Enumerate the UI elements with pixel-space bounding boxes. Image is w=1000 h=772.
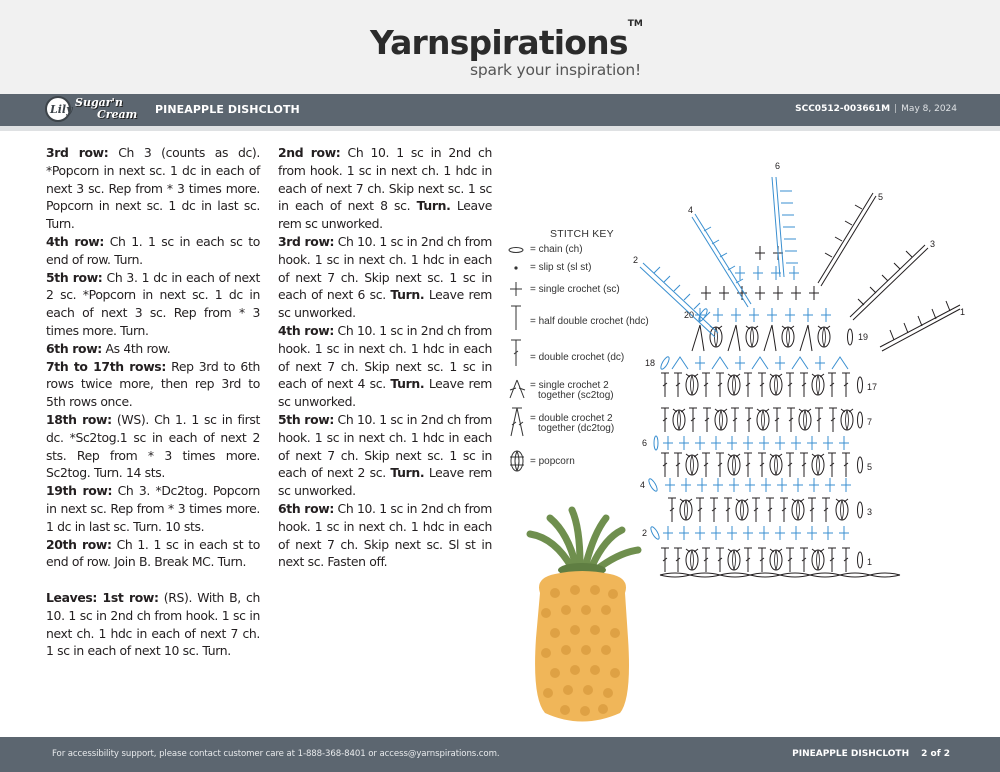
row-label-20: 20 (684, 310, 695, 320)
instruction-row: 3rd row: Ch 10. 1 sc in 2nd ch from hook. 1 sc in next ch. 1 hdc in each of next 7 ch. Skip next sc. 1 sc in each of next 6 sc. Turn. Leave rem sc unworked. (278, 233, 493, 321)
instruction-row: 4th row: Ch 10. 1 sc in 2nd ch from hook. 1 sc in next ch. 1 hdc in each of next 7 ch. Skip next sc. 1 sc in each of next 4 sc. Turn. Leave rem sc unworked. (278, 322, 492, 410)
row-label-19: 19 (858, 332, 869, 342)
leaf-label-1: 1 (960, 307, 965, 317)
row-label-7: 7 (867, 417, 873, 427)
sub-brand-line2: Cream (97, 108, 138, 121)
row-label-6: 6 (642, 438, 648, 448)
brand-logo (370, 19, 643, 79)
chart-leaf-6 (772, 177, 798, 277)
instruction-row: 19th row: Ch 3. *Dc2tog. Popcorn in next sc. Rep from * 3 times more. 1 dc in last sc. Turn. 10 sts. (46, 483, 260, 534)
pineapple-leaves-icon (530, 510, 638, 570)
slip-stitch-icon (508, 262, 530, 274)
sc2tog-icon (508, 378, 530, 400)
chart-row-1-chain (660, 573, 900, 577)
dc2tog-icon (508, 407, 530, 437)
row-label-3: 3 (867, 507, 873, 517)
single-crochet-icon (508, 281, 530, 297)
pattern-code: SCC0512-003661M (795, 104, 891, 114)
lily-badge-icon: Lily (45, 96, 71, 122)
footer-title (792, 749, 950, 759)
leaf-label-2: 2 (633, 255, 639, 265)
chart-leaf-5 (818, 193, 876, 286)
stitch-key-title: STITCH KEY (550, 228, 614, 240)
popcorn-icon (508, 449, 530, 473)
instruction-row: 18th row: (WS). Ch 1. 1 sc in first dc. *Sc2tog.1 sc in each of next 2 sts. Rep from * 3 times more. Sc2tog. Turn. 14 sts. (46, 411, 260, 481)
leaf-label-6: 6 (775, 161, 781, 171)
page-footer (0, 737, 1000, 772)
chart-leaf-3 (850, 245, 928, 320)
instruction-row: 6th row: As 4th row. (46, 340, 171, 356)
row-label-2: 2 (642, 528, 648, 538)
pattern-title: PINEAPPLE DISHCLOTH (155, 103, 300, 116)
instruction-row: 3rd row: Ch 3 (counts as dc). *Popcorn in next sc. 1 dc in each of next 3 sc. Rep from * 3 times more. Popcorn in next sc. 1 dc in last sc. Turn. (46, 145, 260, 232)
leaf-label-3: 3 (930, 239, 936, 249)
instruction-row: 5th row: Ch 3. 1 dc in each of next 2 sc. *Popcorn in next sc. 1 dc in each of next 3 sc. Rep from * 3 times more. Turn. (46, 269, 260, 338)
pattern-date: May 8, 2024 (901, 104, 957, 114)
leaf-label-4: 4 (688, 205, 694, 215)
trademark-mark: TM (627, 19, 643, 29)
page-header (0, 0, 1000, 94)
page-number: 2 of 2 (921, 749, 950, 759)
half-double-crochet-icon (508, 305, 530, 331)
instructions-column-1 (46, 144, 260, 660)
chain-icon (508, 245, 530, 255)
chart-leaf-1 (880, 301, 960, 351)
instruction-row: 6th row: Ch 10. 1 sc in 2nd ch from hook. 1 sc in next ch. 1 hdc in each of next 7 ch. Skip next sc. Sl st in next sc. Fasten off. (278, 500, 492, 570)
sub-brand-line1: Sugar'n (75, 96, 123, 109)
row-label-5: 5 (867, 462, 873, 472)
brand-tagline: spark your inspiration! (470, 61, 641, 79)
chart-row-6 (663, 436, 849, 450)
instruction-row: 5th row: Ch 10. 1 sc in 2nd ch from hook. 1 sc in next ch. 1 hdc in each of next 7 ch. Skip next sc. 1 sc in each of next 2 sc. Turn. Leave rem sc unworked. (278, 411, 492, 499)
instruction-row: 20th row: Ch 1. 1 sc in each st to end of row. Join B. Break MC. Turn. (46, 536, 260, 570)
row-label-18: 18 (645, 358, 656, 368)
instruction-row-leaves: Leaves: 1st row: (RS). With B, ch 10. 1 sc in 2nd ch from hook. 1 sc in next ch. 1 hdc in each of next 7 ch. 1 sc in each of next 10 sc. Turn. (46, 589, 260, 659)
row-label-4: 4 (640, 480, 646, 490)
chart-row-20 (695, 308, 831, 322)
meta-separator: | (894, 104, 898, 114)
band-divider (0, 126, 1000, 131)
chart-row-1 (661, 548, 850, 572)
chart-row-19 (692, 325, 830, 351)
double-crochet-icon (508, 339, 530, 367)
pattern-meta (795, 104, 957, 114)
crochet-chart-diagram (620, 155, 965, 615)
instruction-row: 4th row: Ch 1. 1 sc in each sc to end of row. Turn. (46, 233, 260, 267)
sugar-n-cream-logo (45, 96, 145, 124)
chart-row-2 (663, 526, 849, 540)
row-label-1: 1 (867, 557, 873, 567)
chart-leaf-base (701, 286, 819, 300)
pineapple-dishcloth-photo (510, 498, 655, 728)
footer-pattern-title: PINEAPPLE DISHCLOTH (792, 749, 910, 759)
chart-row-18 (672, 356, 848, 370)
instruction-row: 7th to 17th rows: Rep 3rd to 6th rows twice more, then rep 3rd to 5th rows once. (46, 358, 260, 410)
instructions-column-2 (278, 144, 492, 571)
chart-row-5 (661, 453, 850, 477)
chart-row-7 (661, 408, 853, 432)
chart-row-3 (668, 498, 848, 522)
leaf-label-5: 5 (878, 192, 884, 202)
brand-name: Yarnspirations (370, 23, 628, 62)
accessibility-notice: For accessibility support, please contact customer care at 1-888-368-8401 or access@yarnspirations.com. (52, 749, 500, 759)
chart-row-17 (661, 373, 850, 397)
chart-row-4 (665, 478, 851, 492)
turning-chains-dc (848, 329, 863, 568)
chart-leaf-base-2 (735, 266, 799, 280)
instruction-row: 2nd row: Ch 10. 1 sc in 2nd ch from hook. 1 sc in next ch. 1 hdc in each of next 7 ch. Skip next sc. 1 sc in each of next 8 sc. Turn. Leave rem sc unworked. (278, 145, 493, 232)
row-label-17: 17 (867, 382, 878, 392)
